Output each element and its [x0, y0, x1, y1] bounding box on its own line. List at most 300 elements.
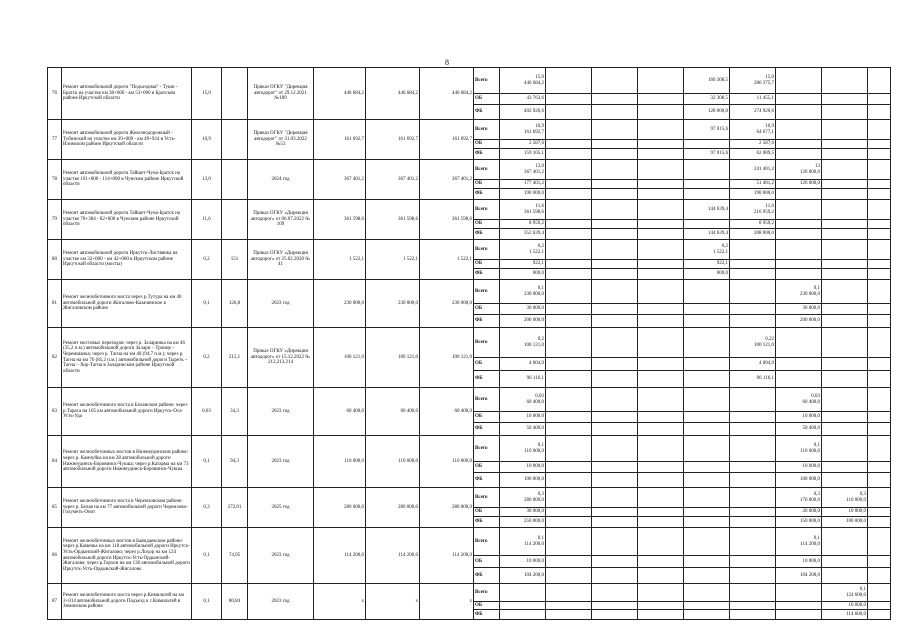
cost-value: 230 000,0 [366, 280, 420, 328]
year-value [638, 68, 684, 94]
year-value [638, 517, 684, 528]
total-value: 230 000,0 [524, 291, 544, 297]
year-value: 4 004,9 [500, 358, 546, 371]
year-value [684, 68, 730, 94]
year-value [868, 462, 891, 473]
year-value [684, 610, 730, 620]
year-value: 30 000,0 [500, 508, 546, 517]
total-value: 110 000,0 [846, 497, 866, 503]
year-value [684, 160, 730, 180]
year-value [684, 602, 730, 610]
length-value: 0,2 [721, 243, 728, 249]
length-value: 11,6 [765, 203, 774, 209]
source-label: ОБ [474, 220, 500, 229]
year-value [592, 315, 638, 328]
cost-value: 110 000,0 [420, 436, 474, 488]
year-value: 600,0 [684, 269, 730, 280]
cost-value: 161 692,7 [366, 120, 420, 160]
year-value [868, 105, 891, 120]
year-value [546, 358, 592, 371]
length-value: 0,1 [537, 535, 544, 541]
year-value [546, 610, 592, 620]
source-label: ОБ [474, 412, 500, 423]
year-value: 43 763,6 [500, 94, 546, 105]
source-label: ОБ [474, 358, 500, 371]
cost-value: 1 522,1 [366, 240, 420, 280]
year-value [638, 328, 684, 358]
year-value [730, 315, 776, 328]
source-label: ФБ [474, 371, 500, 388]
year-value [684, 528, 730, 556]
year-value [868, 140, 891, 149]
length-km: 0,1 [192, 584, 222, 620]
year-value [546, 556, 592, 568]
year-value [638, 240, 684, 260]
year-value [822, 120, 868, 140]
year-value [592, 140, 638, 149]
year-value [868, 120, 891, 140]
table-row [48, 280, 891, 304]
total-value: 100 121,0 [754, 342, 774, 348]
row-number: 86 [48, 528, 62, 584]
year-value [638, 220, 684, 229]
year-value: 50 400,0 [776, 423, 822, 436]
year-value [546, 584, 592, 602]
year-value [730, 328, 776, 358]
year-value [730, 260, 776, 269]
object-name: Ремонт автомобильной дороги Иркутск-Листвянка на участке км 32+000 - км 42+000 в Иркутском районе Иркутской области (мосты) [62, 240, 192, 280]
year-value [684, 200, 730, 220]
table-row [48, 328, 891, 358]
year-value [592, 269, 638, 280]
length-m: 34,3 [222, 388, 248, 436]
year-value [638, 105, 684, 120]
length-m: 272,01 [222, 488, 248, 528]
year-value [730, 488, 776, 508]
length-m: 215,1 [222, 328, 248, 388]
document-ref: 2023 год [248, 528, 314, 584]
year-value [546, 528, 592, 556]
year-value: 8 959,2 [500, 220, 546, 229]
year-value: 208 000,0 [730, 229, 776, 240]
year-value: 11 455,1 [730, 94, 776, 105]
year-value [500, 120, 546, 140]
year-value [638, 412, 684, 423]
year-value [546, 371, 592, 388]
row-number: 84 [48, 436, 62, 488]
year-value: 10 000,0 [822, 602, 868, 610]
total-value: 1 522,1 [713, 249, 728, 255]
year-value [822, 473, 868, 488]
year-value [500, 602, 546, 610]
table-row [48, 240, 891, 260]
year-value [592, 610, 638, 620]
cost-value: 280 000,0 [314, 488, 366, 528]
year-value [592, 602, 638, 610]
document-ref: Приказ ОГКУ "Дирекция автодорог" от 29.12.2021 №189 [248, 68, 314, 120]
year-value [822, 358, 868, 371]
year-value [638, 436, 684, 462]
year-value: 30 000,0 [776, 304, 822, 315]
year-value [592, 120, 638, 140]
year-value [868, 269, 891, 280]
year-value [546, 315, 592, 328]
year-value [684, 220, 730, 229]
cost-value: 161 692,7 [420, 120, 474, 160]
object-name: Ремонт железобетонного моста в Боханском районе: через р.Тараса на 105 км автомобильной дороги Иркутск-Оса-Усть-Уда [62, 388, 192, 436]
length-value: 0,1 [813, 285, 820, 291]
year-value [776, 584, 822, 602]
year-value [684, 358, 730, 371]
year-value [868, 189, 891, 200]
year-value [730, 423, 776, 436]
year-value [592, 568, 638, 584]
source-label: ОБ [474, 462, 500, 473]
year-value [822, 584, 868, 602]
year-value [868, 488, 891, 508]
source-label: Всего [474, 160, 500, 180]
year-value [868, 68, 891, 94]
source-label: ФБ [474, 315, 500, 328]
year-value [546, 462, 592, 473]
year-value [730, 120, 776, 140]
length-km: 0,1 [192, 528, 222, 584]
year-value [546, 388, 592, 412]
table-row [48, 528, 891, 556]
total-value: 124 600,0 [846, 592, 866, 598]
year-value [500, 240, 546, 260]
document-ref: Приказ ОГКУ «Дирекция автодорог» от 25.02.2020 № 41 [248, 240, 314, 280]
source-label: Всего [474, 388, 500, 412]
year-value [546, 105, 592, 120]
year-value [822, 149, 868, 160]
year-value [730, 528, 776, 556]
cost-value: 367 401,2 [314, 160, 366, 200]
year-value [776, 528, 822, 556]
year-value [730, 280, 776, 304]
year-value [776, 328, 822, 358]
source-label: ОБ [474, 602, 500, 610]
year-value [822, 304, 868, 315]
year-value [730, 602, 776, 610]
year-value: 8 959,2 [730, 220, 776, 229]
year-value [638, 140, 684, 149]
year-value [684, 412, 730, 423]
year-value [546, 240, 592, 260]
year-value [730, 412, 776, 423]
total-value: 110 000,0 [800, 448, 820, 454]
cost-value: 446 684,2 [366, 68, 420, 120]
year-value [546, 423, 592, 436]
row-number: 87 [48, 584, 62, 620]
year-value [592, 423, 638, 436]
year-value [500, 328, 546, 358]
object-name: Ремонт железобетонных мостов в Баяндаевском районе: через р.Каменка на км 118 автомобильной дороги Иркутск-Усть-Ордынский-Жигалово; через р.Лоҳор на км 124 автомобильной дороги Иркутск-Усть-Ордынский-Жигалово; через р.Горхон на км 130 автомобильной дороги Иркутск-Усть-Ордынский-Жигалово [62, 528, 192, 584]
total-value: 446 684,2 [524, 80, 544, 86]
year-value [776, 610, 822, 620]
length-value: 0,1 [537, 442, 544, 448]
year-value: 20 000,0 [776, 508, 822, 517]
year-value [638, 602, 684, 610]
year-value [546, 602, 592, 610]
length-km: 0,03 [192, 388, 222, 436]
cost-value: 1 522,1 [420, 240, 474, 280]
total-value: 367 401,2 [524, 169, 544, 175]
document-ref: 2025 год [248, 488, 314, 528]
total-value: 241 401,2 [754, 166, 774, 172]
source-label: ОБ [474, 508, 500, 517]
year-value [546, 517, 592, 528]
cost-value: х [366, 584, 420, 620]
length-value: 0,1 [859, 586, 866, 592]
table-row [48, 160, 891, 180]
object-name: Ремонт мостовых переходов: через р. Заларинка на км 46 (35,2 п.м.) автомобильной дороги Залари – Троицк – Черемшанка; через р. Тагна на км 40 (94,7 п.м.); через р. Тагна на км 76 (85,2 п.м.) автомобильной дороги Тыреть – Тагна – Хор-Тагна в Заларинском районе Иркутской области [62, 328, 192, 388]
year-value [868, 220, 891, 229]
year-value [684, 240, 730, 260]
object-name: Ремонт железобетонного моста в Черемховском районе: через р. Белая на км 77 автомобильной дороги Черемхово-Голуметь-Онот [62, 488, 192, 528]
year-value [546, 280, 592, 304]
total-value: 361 598,6 [524, 209, 544, 215]
document-ref: Приказ ОГКУ «Дирекция автодорог» от 06.07.2022 № 109 [248, 200, 314, 240]
cost-value: х [420, 584, 474, 620]
year-value [638, 180, 684, 189]
year-value [546, 436, 592, 462]
object-name: Ремонт автомобильной дороги "Подъездная" - Тушн - Братск на участке км 38+000 - км 53+000 в Братском районе Иркутской области [62, 68, 192, 120]
cost-value: 100 121,0 [366, 328, 420, 388]
year-value [684, 120, 730, 140]
length-km: 0,2 [192, 240, 222, 280]
total-value: 100 121,0 [524, 342, 544, 348]
year-value [868, 304, 891, 315]
year-value [500, 584, 546, 602]
source-label: Всего [474, 120, 500, 140]
cost-value: 230 000,0 [314, 280, 366, 328]
year-value: 51 401,2 [730, 180, 776, 189]
length-value: 0,3 [859, 491, 866, 497]
cost-value: 114 200,0 [420, 528, 474, 584]
year-value [638, 371, 684, 388]
year-value: 4 004,9 [730, 358, 776, 371]
year-value [500, 388, 546, 412]
year-value [822, 568, 868, 584]
year-value [776, 371, 822, 388]
year-value [730, 160, 776, 180]
source-label: ФБ [474, 610, 500, 620]
year-value: 10 000,0 [776, 462, 822, 473]
year-value [684, 473, 730, 488]
year-value [638, 120, 684, 140]
year-value [868, 160, 891, 180]
year-value [776, 602, 822, 610]
document-ref: 2023 год [248, 280, 314, 328]
length-value: 13,0 [535, 163, 544, 169]
year-value [822, 436, 868, 462]
source-label: ОБ [474, 556, 500, 568]
source-label: Всего [474, 280, 500, 304]
year-value [546, 229, 592, 240]
total-value: 280 000,0 [524, 497, 544, 503]
year-value [868, 568, 891, 584]
length-m: 80,84 [222, 584, 248, 620]
program-table [47, 67, 891, 620]
year-value: 150 000,0 [776, 517, 822, 528]
source-label: Всего [474, 240, 500, 260]
year-value [592, 412, 638, 423]
year-value: 159 105,1 [500, 149, 546, 160]
year-value: 10 000,0 [500, 462, 546, 473]
length-km: 15,0 [192, 68, 222, 120]
year-value [868, 200, 891, 220]
year-value [868, 508, 891, 517]
year-value [730, 388, 776, 412]
year-value: 114 600,0 [822, 610, 868, 620]
length-m [222, 68, 248, 120]
source-label: ФБ [474, 229, 500, 240]
year-value [776, 269, 822, 280]
year-value [638, 528, 684, 556]
year-value: 177 401,2 [500, 180, 546, 189]
year-value [546, 68, 592, 94]
cost-value: 280 000,0 [420, 488, 474, 528]
cost-value: 114 200,0 [314, 528, 366, 584]
year-value: 190 000,0 [500, 189, 546, 200]
year-value [822, 229, 868, 240]
year-value [592, 584, 638, 602]
year-value [546, 269, 592, 280]
row-number: 78 [48, 160, 62, 200]
source-label: ОБ [474, 180, 500, 189]
source-label: ФБ [474, 517, 500, 528]
year-value [684, 140, 730, 149]
length-value: 0,1 [813, 442, 820, 448]
source-label: ФБ [474, 568, 500, 584]
year-value [500, 528, 546, 556]
year-value: 100 000,0 [776, 473, 822, 488]
year-value [730, 517, 776, 528]
length-m: 94,3 [222, 436, 248, 488]
length-value: 10,9 [765, 123, 774, 129]
year-value [822, 412, 868, 423]
year-value [868, 94, 891, 105]
source-label: Всего [474, 584, 500, 602]
year-value [684, 315, 730, 328]
object-name: Ремонт железобетонного моста через р.Тутура на км 40 автомобильной дороги Жигалово-Казачинское в Жигаловском районе [62, 280, 192, 328]
year-value [592, 358, 638, 371]
cost-value: 361 598,6 [420, 200, 474, 240]
table-row [48, 120, 891, 140]
row-number: 77 [48, 120, 62, 160]
table-row [48, 436, 891, 462]
year-value [776, 280, 822, 304]
year-value [868, 180, 891, 189]
cost-value: 367 401,2 [420, 160, 474, 200]
year-value [776, 358, 822, 371]
source-label: ФБ [474, 189, 500, 200]
source-label: Всего [474, 200, 500, 220]
total-value: 60 400,0 [526, 399, 544, 405]
year-value [500, 610, 546, 620]
total-value: 110 000,0 [524, 448, 544, 454]
year-value [592, 260, 638, 269]
year-value [592, 180, 638, 189]
year-value [868, 260, 891, 269]
year-value [638, 508, 684, 517]
year-value [868, 423, 891, 436]
length-value: 0,03 [811, 393, 820, 399]
year-value: 100 000,0 [822, 517, 868, 528]
total-value: 97 015,6 [710, 126, 728, 132]
length-value: 11,6 [535, 203, 544, 209]
year-value [684, 280, 730, 304]
length-km: 0,1 [192, 280, 222, 328]
year-value [868, 358, 891, 371]
year-value [592, 200, 638, 220]
total-value: 60 400,0 [802, 399, 820, 405]
year-value [868, 371, 891, 388]
year-value [638, 423, 684, 436]
cost-value: 161 692,7 [314, 120, 366, 160]
year-value: 10 000,0 [776, 412, 822, 423]
year-value [776, 436, 822, 462]
year-value [822, 220, 868, 229]
year-value [592, 189, 638, 200]
length-m: 126,8 [222, 280, 248, 328]
year-value: 128 000,0 [684, 105, 730, 120]
year-value [868, 240, 891, 260]
year-value [822, 371, 868, 388]
year-value: 10 000,0 [822, 508, 868, 517]
cost-value: 1 522,1 [314, 240, 366, 280]
year-value: 200 000,0 [776, 315, 822, 328]
year-value [684, 556, 730, 568]
year-value: 126 000,0 [776, 180, 822, 189]
year-value [868, 315, 891, 328]
total-value: 160 308,5 [708, 77, 728, 83]
cost-value: х [314, 584, 366, 620]
total-value: 1 522,1 [529, 249, 544, 255]
cost-value: 114 200,0 [366, 528, 420, 584]
object-name: Ремонт железобетонного моста через р.Кимильтей на км 3+014 автомобильной дороги Подъезд к с.Кимильтей в Зиминском районе [62, 584, 192, 620]
object-name: Ремонт автомобильной дороги Тайшет-Чуна-Братск на участке 101+000 - 114+000 в Чунском районе Иркутской области [62, 160, 192, 200]
year-value [638, 610, 684, 620]
year-value [776, 105, 822, 120]
year-value [684, 304, 730, 315]
year-value [592, 371, 638, 388]
length-value: 10,9 [535, 123, 544, 129]
year-value [776, 160, 822, 180]
source-label: ФБ [474, 473, 500, 488]
year-value: 62 089,5 [730, 149, 776, 160]
year-value [684, 488, 730, 508]
total-value: 144 639,4 [708, 206, 728, 212]
source-label: ФБ [474, 269, 500, 280]
length-value: 0,2 [537, 243, 544, 249]
cost-value: 230 000,0 [420, 280, 474, 328]
total-value: 114 200,0 [800, 541, 820, 547]
year-value [546, 568, 592, 584]
cost-value: 60 400,0 [314, 388, 366, 436]
year-value [730, 436, 776, 462]
year-value [546, 120, 592, 140]
year-value [822, 180, 868, 189]
year-value [776, 388, 822, 412]
source-label: ОБ [474, 304, 500, 315]
year-value [868, 528, 891, 556]
cost-value: 367 401,2 [366, 160, 420, 200]
year-value [730, 508, 776, 517]
year-value: 352 639,4 [500, 229, 546, 240]
year-value [592, 517, 638, 528]
